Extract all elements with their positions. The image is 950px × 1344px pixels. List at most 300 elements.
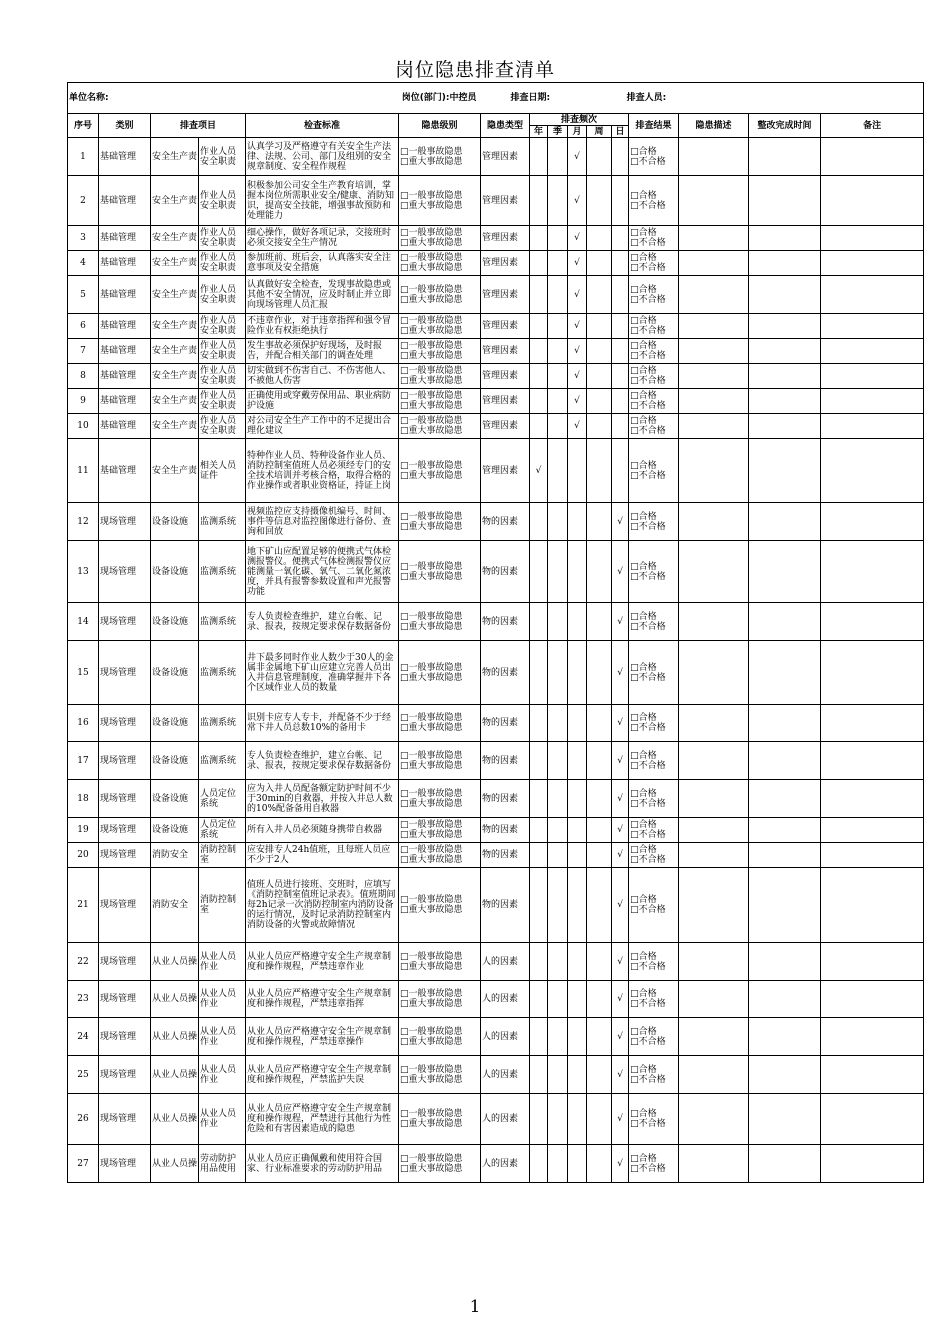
row-level[interactable]: [399, 943, 481, 981]
row-result[interactable]: [629, 1145, 679, 1183]
level-general-checkbox[interactable]: □一般事故隐患: [400, 951, 463, 962]
freq-season: [548, 541, 568, 603]
level-major-checkbox[interactable]: □重大事故隐患: [400, 470, 463, 481]
freq-week: [587, 981, 612, 1018]
freq-season: [548, 641, 568, 705]
freq-week: [587, 641, 612, 705]
row-category: 基础管理: [99, 176, 151, 226]
result-pass-checkbox[interactable]: □合格: [630, 316, 657, 326]
row-level[interactable]: [399, 503, 481, 541]
level-general-checkbox[interactable]: □一般事故隐患: [400, 316, 463, 326]
level-major-checkbox[interactable]: □重大事故隐患: [400, 621, 463, 632]
row-result[interactable]: [629, 603, 679, 641]
row-category: 现场管理: [99, 1145, 151, 1183]
freq-week: [587, 439, 612, 503]
row-deadline[interactable]: [749, 339, 821, 364]
row-note[interactable]: [821, 541, 924, 603]
row-level[interactable]: [399, 276, 481, 314]
result-fail-checkbox[interactable]: □不合格: [630, 521, 666, 532]
row-level[interactable]: [399, 868, 481, 943]
row-description[interactable]: [679, 138, 749, 176]
row-result[interactable]: [629, 780, 679, 818]
row-deadline[interactable]: [749, 251, 821, 276]
row-level[interactable]: [399, 981, 481, 1018]
level-general-checkbox[interactable]: □一般事故隐患: [400, 416, 463, 426]
freq-year: [530, 226, 548, 251]
row-level[interactable]: [399, 138, 481, 176]
row-description[interactable]: [679, 818, 749, 843]
row-number: 20: [68, 843, 99, 868]
header-category: 类别: [99, 114, 151, 138]
row-note[interactable]: [821, 364, 924, 389]
result-pass-checkbox[interactable]: □合格: [630, 611, 657, 622]
freq-week: [587, 1094, 612, 1145]
result-pass-checkbox[interactable]: □合格: [630, 662, 657, 673]
row-deadline[interactable]: [749, 868, 821, 943]
row-number: 12: [68, 503, 99, 541]
row-level[interactable]: [399, 1018, 481, 1056]
result-pass-checkbox[interactable]: □合格: [630, 511, 657, 522]
row-note[interactable]: [821, 1145, 924, 1183]
freq-year: [530, 868, 548, 943]
row-result[interactable]: [629, 226, 679, 251]
row-deadline[interactable]: [749, 981, 821, 1018]
row-deadline[interactable]: [749, 176, 821, 226]
row-description[interactable]: [679, 389, 749, 414]
row-description[interactable]: [679, 641, 749, 705]
row-deadline[interactable]: [749, 705, 821, 742]
row-item-main: 设备设施: [151, 603, 199, 641]
level-major-checkbox[interactable]: □重大事故隐患: [400, 961, 463, 972]
table-row: [68, 541, 924, 603]
row-description[interactable]: [679, 1145, 749, 1183]
row-result[interactable]: [629, 541, 679, 603]
level-general-checkbox[interactable]: □一般事故隐患: [400, 1109, 463, 1119]
freq-month: [568, 818, 587, 843]
level-general-checkbox[interactable]: □一般事故隐患: [400, 750, 463, 761]
level-general-checkbox[interactable]: □一般事故隐患: [400, 1026, 463, 1037]
level-general-checkbox[interactable]: □一般事故隐患: [400, 228, 463, 238]
level-major-checkbox[interactable]: □重大事故隐患: [400, 830, 463, 840]
row-note[interactable]: [821, 1056, 924, 1094]
row-result[interactable]: [629, 1018, 679, 1056]
result-fail-checkbox[interactable]: □不合格: [630, 238, 666, 248]
row-description[interactable]: [679, 314, 749, 339]
row-deadline[interactable]: [749, 742, 821, 780]
level-major-checkbox[interactable]: □重大事故隐患: [400, 521, 463, 532]
row-result[interactable]: [629, 414, 679, 439]
result-fail-checkbox[interactable]: □不合格: [630, 263, 666, 273]
level-major-checkbox[interactable]: □重大事故隐患: [400, 672, 463, 683]
freq-season: [548, 339, 568, 364]
level-major-checkbox[interactable]: □重大事故隐患: [400, 1163, 463, 1174]
row-deadline[interactable]: [749, 541, 821, 603]
level-general-checkbox[interactable]: □一般事故隐患: [400, 820, 463, 830]
row-type: 管理因素: [481, 176, 530, 226]
row-result[interactable]: [629, 1056, 679, 1094]
result-fail-checkbox[interactable]: □不合格: [630, 1163, 666, 1174]
row-deadline[interactable]: [749, 603, 821, 641]
row-item-sub: 作业人员安全职责: [199, 251, 246, 276]
row-deadline[interactable]: [749, 226, 821, 251]
result-fail-checkbox[interactable]: □不合格: [630, 1119, 666, 1129]
freq-season: [548, 780, 568, 818]
row-level[interactable]: [399, 742, 481, 780]
row-standard: 参加班前、班后会，认真落实安全注意事项及安全措施: [246, 251, 399, 276]
level-major-checkbox[interactable]: □重大事故隐患: [400, 426, 463, 436]
row-description[interactable]: [679, 1094, 749, 1145]
row-type: 管理因素: [481, 364, 530, 389]
row-level[interactable]: [399, 226, 481, 251]
row-level[interactable]: [399, 641, 481, 705]
freq-week: [587, 1145, 612, 1183]
row-result[interactable]: [629, 818, 679, 843]
row-level[interactable]: [399, 314, 481, 339]
row-type: 物的因素: [481, 603, 530, 641]
row-deadline[interactable]: [749, 641, 821, 705]
row-deadline[interactable]: [749, 276, 821, 314]
row-note[interactable]: [821, 314, 924, 339]
row-description[interactable]: [679, 981, 749, 1018]
level-major-checkbox[interactable]: □重大事故隐患: [400, 376, 463, 386]
row-note[interactable]: [821, 705, 924, 742]
freq-year: [530, 541, 548, 603]
result-fail-checkbox[interactable]: □不合格: [630, 1036, 666, 1047]
row-result[interactable]: [629, 868, 679, 943]
result-pass-checkbox[interactable]: □合格: [630, 561, 657, 572]
row-result[interactable]: [629, 705, 679, 742]
row-deadline[interactable]: [749, 389, 821, 414]
result-pass-checkbox[interactable]: □合格: [630, 366, 657, 376]
row-level[interactable]: [399, 414, 481, 439]
table-row: [68, 1056, 924, 1094]
row-result[interactable]: [629, 742, 679, 780]
row-deadline[interactable]: [749, 439, 821, 503]
row-result[interactable]: [629, 176, 679, 226]
result-pass-checkbox[interactable]: □合格: [630, 951, 657, 962]
level-major-checkbox[interactable]: □重大事故隐患: [400, 1036, 463, 1047]
level-major-checkbox[interactable]: □重大事故隐患: [400, 351, 463, 361]
result-pass-checkbox[interactable]: □合格: [630, 989, 657, 999]
result-fail-checkbox[interactable]: □不合格: [630, 760, 666, 771]
level-general-checkbox[interactable]: □一般事故隐患: [400, 1064, 463, 1075]
row-description[interactable]: [679, 780, 749, 818]
level-major-checkbox[interactable]: □重大事故隐患: [400, 263, 463, 273]
row-deadline[interactable]: [749, 1056, 821, 1094]
row-deadline[interactable]: [749, 314, 821, 339]
result-fail-checkbox[interactable]: □不合格: [630, 401, 666, 411]
header-note: 备注: [821, 114, 924, 138]
result-pass-checkbox[interactable]: □合格: [630, 228, 657, 238]
row-note[interactable]: [821, 943, 924, 981]
row-item-sub: 消防控制室: [199, 868, 246, 943]
level-major-checkbox[interactable]: □重大事故隐患: [400, 200, 463, 211]
row-item-main: 设备设施: [151, 541, 199, 603]
row-description[interactable]: [679, 226, 749, 251]
row-type: 物的因素: [481, 742, 530, 780]
freq-day: √: [612, 541, 629, 603]
row-description[interactable]: [679, 339, 749, 364]
row-description[interactable]: [679, 276, 749, 314]
row-result[interactable]: [629, 314, 679, 339]
result-fail-checkbox[interactable]: □不合格: [630, 798, 666, 809]
row-category: 基础管理: [99, 138, 151, 176]
row-result[interactable]: [629, 364, 679, 389]
row-description[interactable]: [679, 439, 749, 503]
row-level[interactable]: [399, 603, 481, 641]
row-description[interactable]: [679, 868, 749, 943]
result-fail-checkbox[interactable]: □不合格: [630, 326, 666, 336]
freq-day: [612, 414, 629, 439]
freq-year: [530, 1056, 548, 1094]
row-item-main: 安全生产责: [151, 314, 199, 339]
level-major-checkbox[interactable]: □重大事故隐患: [400, 723, 463, 733]
result-fail-checkbox[interactable]: □不合格: [630, 156, 666, 167]
result-pass-checkbox[interactable]: □合格: [630, 416, 657, 426]
row-note[interactable]: [821, 843, 924, 868]
row-level[interactable]: [399, 389, 481, 414]
row-deadline[interactable]: [749, 1094, 821, 1145]
row-note[interactable]: [821, 251, 924, 276]
row-result[interactable]: [629, 981, 679, 1018]
row-standard: 特种作业人员、特种设备作业人员、消防控制室值班人员必须经专门的安全技术培训并考核合格，取得合格的作业操作或者职业资格证，持证上岗: [246, 439, 399, 503]
result-fail-checkbox[interactable]: □不合格: [630, 1074, 666, 1085]
row-result[interactable]: [629, 276, 679, 314]
row-level[interactable]: [399, 705, 481, 742]
result-pass-checkbox[interactable]: □合格: [630, 460, 657, 471]
freq-week: [587, 389, 612, 414]
result-fail-checkbox[interactable]: □不合格: [630, 376, 666, 386]
level-general-checkbox[interactable]: □一般事故隐患: [400, 146, 463, 157]
row-description[interactable]: [679, 176, 749, 226]
freq-year: [530, 1018, 548, 1056]
result-fail-checkbox[interactable]: □不合格: [630, 999, 666, 1009]
level-general-checkbox[interactable]: □一般事故隐患: [400, 989, 463, 999]
result-pass-checkbox[interactable]: □合格: [630, 341, 657, 351]
level-major-checkbox[interactable]: □重大事故隐患: [400, 855, 463, 865]
row-result[interactable]: [629, 503, 679, 541]
result-fail-checkbox[interactable]: □不合格: [630, 470, 666, 481]
level-major-checkbox[interactable]: □重大事故隐患: [400, 760, 463, 771]
level-major-checkbox[interactable]: □重大事故隐患: [400, 1074, 463, 1085]
row-note[interactable]: [821, 981, 924, 1018]
row-level[interactable]: [399, 439, 481, 503]
freq-month: [568, 981, 587, 1018]
result-fail-checkbox[interactable]: □不合格: [630, 723, 666, 733]
freq-year: [530, 943, 548, 981]
row-deadline[interactable]: [749, 414, 821, 439]
row-deadline[interactable]: [749, 138, 821, 176]
row-note[interactable]: [821, 138, 924, 176]
row-result[interactable]: [629, 138, 679, 176]
row-description[interactable]: [679, 603, 749, 641]
level-major-checkbox[interactable]: □重大事故隐患: [400, 571, 463, 582]
row-level[interactable]: [399, 780, 481, 818]
row-description[interactable]: [679, 503, 749, 541]
result-fail-checkbox[interactable]: □不合格: [630, 571, 666, 582]
result-pass-checkbox[interactable]: □合格: [630, 1153, 657, 1164]
row-deadline[interactable]: [749, 1018, 821, 1056]
level-general-checkbox[interactable]: □一般事故隐患: [400, 561, 463, 572]
result-pass-checkbox[interactable]: □合格: [630, 713, 657, 723]
row-note[interactable]: [821, 503, 924, 541]
row-deadline[interactable]: [749, 943, 821, 981]
result-pass-checkbox[interactable]: □合格: [630, 190, 657, 201]
result-fail-checkbox[interactable]: □不合格: [630, 830, 666, 840]
row-note[interactable]: [821, 1094, 924, 1145]
row-note[interactable]: [821, 742, 924, 780]
result-pass-checkbox[interactable]: □合格: [630, 788, 657, 799]
result-pass-checkbox[interactable]: □合格: [630, 750, 657, 761]
row-deadline[interactable]: [749, 1145, 821, 1183]
row-item-sub: 作业人员安全职责: [199, 339, 246, 364]
level-major-checkbox[interactable]: □重大事故隐患: [400, 401, 463, 411]
level-general-checkbox[interactable]: □一般事故隐患: [400, 611, 463, 622]
row-category: 基础管理: [99, 439, 151, 503]
row-type: 管理因素: [481, 138, 530, 176]
row-level[interactable]: [399, 541, 481, 603]
row-number: 11: [68, 439, 99, 503]
level-general-checkbox[interactable]: □一般事故隐患: [400, 895, 463, 905]
level-general-checkbox[interactable]: □一般事故隐患: [400, 341, 463, 351]
row-level[interactable]: [399, 176, 481, 226]
result-pass-checkbox[interactable]: □合格: [630, 820, 657, 830]
row-note[interactable]: [821, 339, 924, 364]
row-description[interactable]: [679, 541, 749, 603]
level-major-checkbox[interactable]: □重大事故隐患: [400, 905, 463, 915]
result-pass-checkbox[interactable]: □合格: [630, 1026, 657, 1037]
row-deadline[interactable]: [749, 843, 821, 868]
freq-month: √: [568, 276, 587, 314]
table-row: [68, 439, 924, 503]
row-category: 现场管理: [99, 1056, 151, 1094]
result-fail-checkbox[interactable]: □不合格: [630, 672, 666, 683]
row-result[interactable]: [629, 439, 679, 503]
row-deadline[interactable]: [749, 780, 821, 818]
row-deadline[interactable]: [749, 818, 821, 843]
row-level[interactable]: [399, 1145, 481, 1183]
table-row: [68, 314, 924, 339]
result-fail-checkbox[interactable]: □不合格: [630, 200, 666, 211]
level-general-checkbox[interactable]: □一般事故隐患: [400, 1153, 463, 1164]
row-description[interactable]: [679, 705, 749, 742]
result-pass-checkbox[interactable]: □合格: [630, 253, 657, 263]
row-result[interactable]: [629, 843, 679, 868]
result-fail-checkbox[interactable]: □不合格: [630, 426, 666, 436]
row-note[interactable]: [821, 868, 924, 943]
level-general-checkbox[interactable]: □一般事故隐患: [400, 391, 463, 401]
level-major-checkbox[interactable]: □重大事故隐患: [400, 798, 463, 809]
row-note[interactable]: [821, 414, 924, 439]
row-note[interactable]: [821, 603, 924, 641]
level-major-checkbox[interactable]: □重大事故隐患: [400, 238, 463, 248]
row-level[interactable]: [399, 818, 481, 843]
level-general-checkbox[interactable]: □一般事故隐患: [400, 460, 463, 471]
row-result[interactable]: [629, 1094, 679, 1145]
row-level[interactable]: [399, 1056, 481, 1094]
level-general-checkbox[interactable]: □一般事故隐患: [400, 713, 463, 723]
row-note[interactable]: [821, 276, 924, 314]
result-fail-checkbox[interactable]: □不合格: [630, 961, 666, 972]
row-deadline[interactable]: [749, 364, 821, 389]
row-deadline[interactable]: [749, 503, 821, 541]
freq-month: [568, 868, 587, 943]
freq-year: [530, 981, 548, 1018]
result-fail-checkbox[interactable]: □不合格: [630, 294, 666, 305]
freq-year: [530, 176, 548, 226]
level-general-checkbox[interactable]: □一般事故隐患: [400, 845, 463, 855]
freq-month: [568, 603, 587, 641]
result-pass-checkbox[interactable]: □合格: [630, 146, 657, 157]
row-note[interactable]: [821, 818, 924, 843]
row-description[interactable]: [679, 843, 749, 868]
row-note[interactable]: [821, 389, 924, 414]
row-level[interactable]: [399, 339, 481, 364]
level-major-checkbox[interactable]: □重大事故隐患: [400, 294, 463, 305]
row-item-main: 设备设施: [151, 641, 199, 705]
row-description[interactable]: [679, 943, 749, 981]
row-level[interactable]: [399, 251, 481, 276]
row-note[interactable]: [821, 1018, 924, 1056]
level-general-checkbox[interactable]: □一般事故隐患: [400, 511, 463, 522]
row-result[interactable]: [629, 339, 679, 364]
row-level[interactable]: [399, 1094, 481, 1145]
level-general-checkbox[interactable]: □一般事故隐患: [400, 366, 463, 376]
row-note[interactable]: [821, 439, 924, 503]
row-note[interactable]: [821, 641, 924, 705]
result-pass-checkbox[interactable]: □合格: [630, 845, 657, 855]
level-major-checkbox[interactable]: □重大事故隐患: [400, 156, 463, 167]
level-general-checkbox[interactable]: □一般事故隐患: [400, 788, 463, 799]
row-result[interactable]: [629, 251, 679, 276]
freq-day: √: [612, 603, 629, 641]
row-item-sub: 从业人员作业: [199, 981, 246, 1018]
row-description[interactable]: [679, 1018, 749, 1056]
row-level[interactable]: [399, 843, 481, 868]
result-pass-checkbox[interactable]: □合格: [630, 284, 657, 295]
result-fail-checkbox[interactable]: □不合格: [630, 351, 666, 361]
level-major-checkbox[interactable]: □重大事故隐患: [400, 999, 463, 1009]
row-result[interactable]: [629, 943, 679, 981]
row-level[interactable]: [399, 364, 481, 389]
level-general-checkbox[interactable]: □一般事故隐患: [400, 662, 463, 673]
row-note[interactable]: [821, 780, 924, 818]
row-result[interactable]: [629, 641, 679, 705]
level-major-checkbox[interactable]: □重大事故隐患: [400, 326, 463, 336]
row-result[interactable]: [629, 389, 679, 414]
row-standard: 发生事故必须保护好现场，及时报告，并配合相关部门的调查处理: [246, 339, 399, 364]
result-fail-checkbox[interactable]: □不合格: [630, 855, 666, 865]
row-description[interactable]: [679, 251, 749, 276]
result-fail-checkbox[interactable]: □不合格: [630, 905, 666, 915]
level-major-checkbox[interactable]: □重大事故隐患: [400, 1119, 463, 1129]
row-description[interactable]: [679, 364, 749, 389]
level-general-checkbox[interactable]: □一般事故隐患: [400, 253, 463, 263]
result-pass-checkbox[interactable]: □合格: [630, 391, 657, 401]
row-description[interactable]: [679, 414, 749, 439]
row-description[interactable]: [679, 1056, 749, 1094]
result-fail-checkbox[interactable]: □不合格: [630, 621, 666, 632]
row-note[interactable]: [821, 176, 924, 226]
level-general-checkbox[interactable]: □一般事故隐患: [400, 190, 463, 201]
result-pass-checkbox[interactable]: □合格: [630, 1109, 657, 1119]
row-standard: 从业人员应严格遵守安全生产规章制度和操作规程，严禁违章指挥: [246, 981, 399, 1018]
level-general-checkbox[interactable]: □一般事故隐患: [400, 284, 463, 295]
row-note[interactable]: [821, 226, 924, 251]
row-description[interactable]: [679, 742, 749, 780]
result-pass-checkbox[interactable]: □合格: [630, 1064, 657, 1075]
result-pass-checkbox[interactable]: □合格: [630, 895, 657, 905]
